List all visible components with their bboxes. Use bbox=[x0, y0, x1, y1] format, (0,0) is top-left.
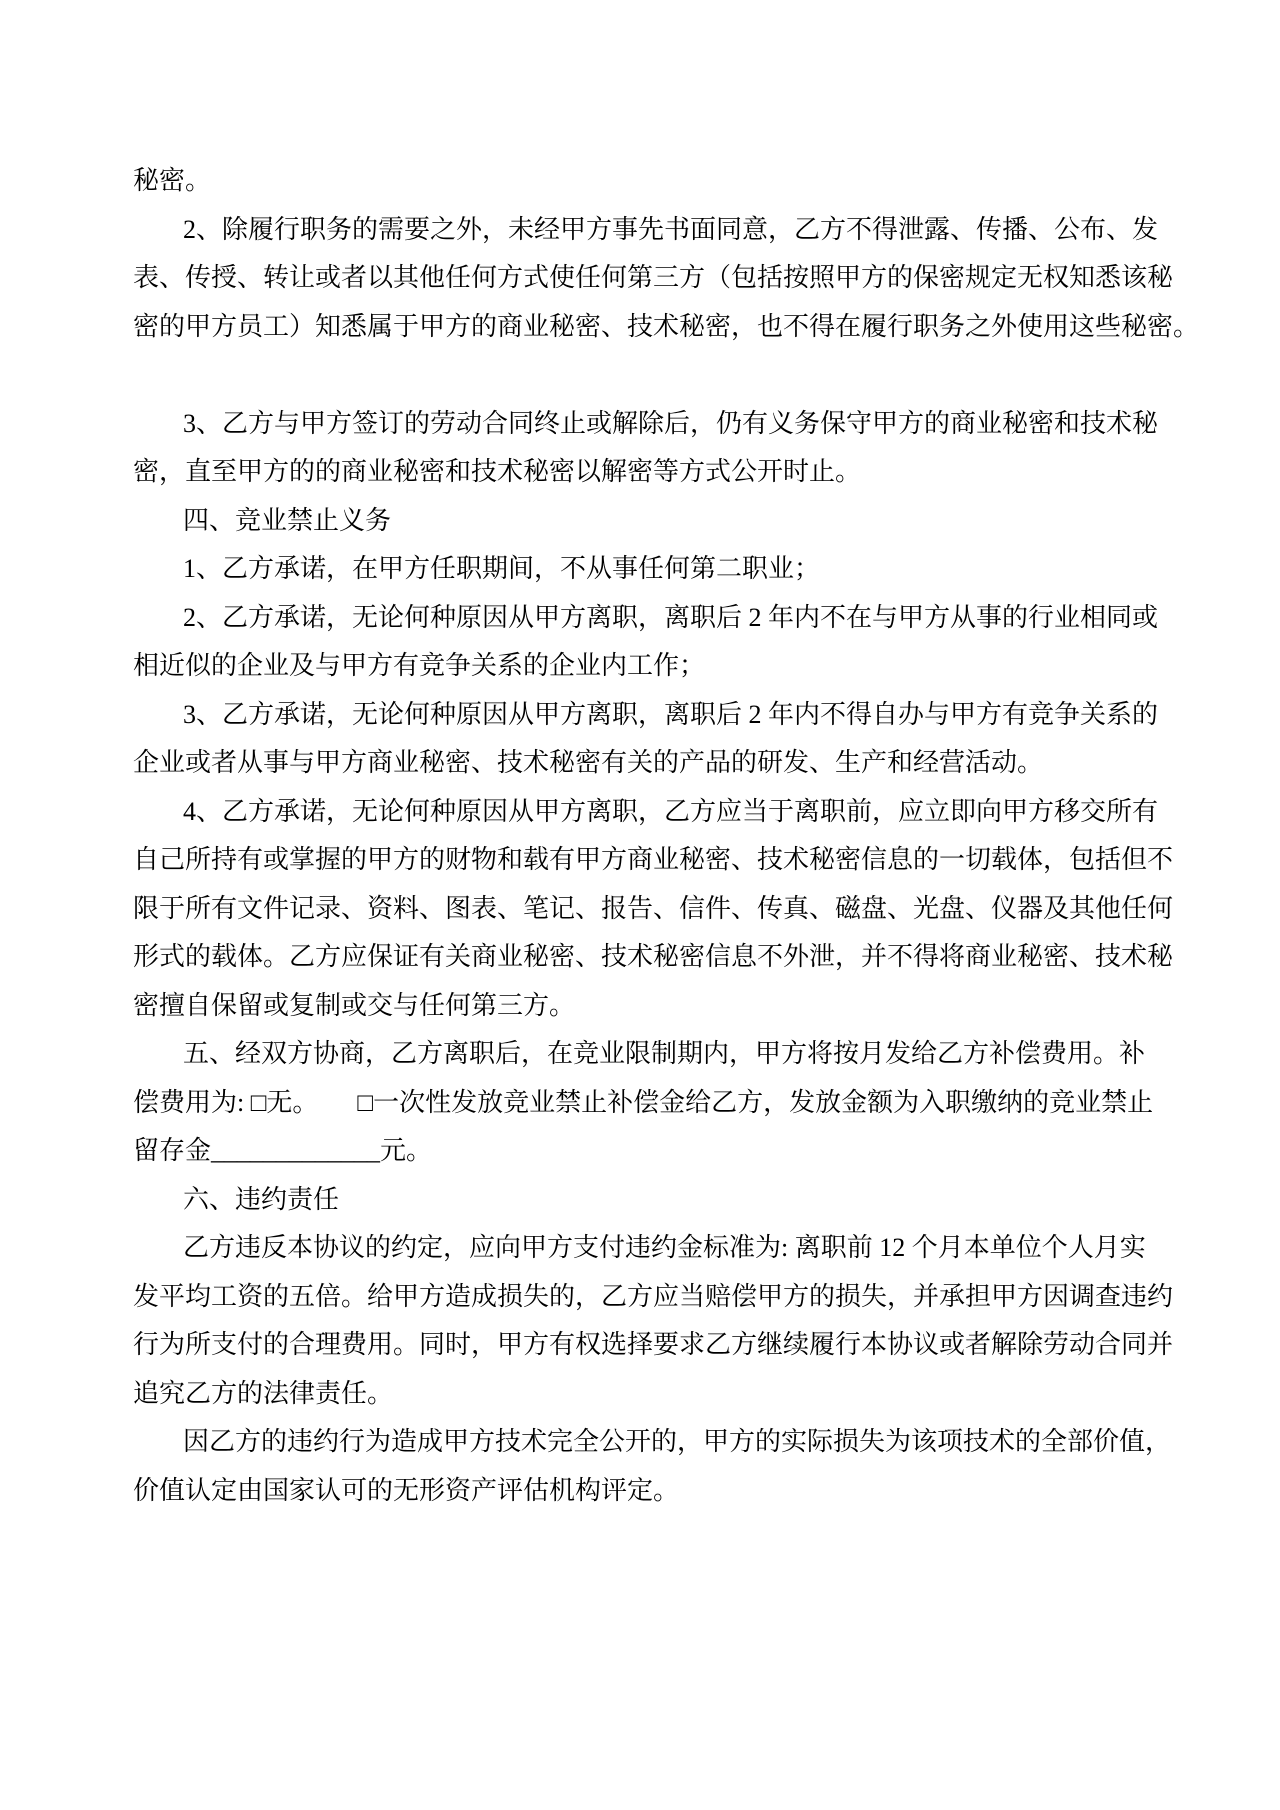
text-line: 密，直至甲方的的商业秘密和技术秘密以解密等方式公开时止。 bbox=[133, 457, 862, 486]
text-line: 形式的载体。乙方应保证有关商业秘密、技术秘密信息不外泄，并不得将商业秘密、技术秘 bbox=[133, 942, 1174, 971]
text-line: 4、乙方承诺，无论何种原因从甲方离职，乙方应当于离职前，应立即向甲方移交所有 bbox=[183, 796, 1159, 826]
text-line: 密的甲方员工）知悉属于甲方的商业秘密、技术秘密，也不得在履行职务之外使用这些秘密。 bbox=[133, 311, 1200, 341]
text-line: 自己所持有或掌握的甲方的财物和载有甲方商业秘密、技术秘密信息的一切载体，包括但不 bbox=[133, 845, 1174, 874]
text-line: 秘密。 bbox=[133, 166, 212, 195]
text-line: 1、乙方承诺，在甲方任职期间，不从事任何第二职业； bbox=[183, 554, 821, 583]
text-line: 乙方违反本协议的约定，应向甲方支付违约金标准为: 离职前 12 个月本单位个人月实 bbox=[183, 1233, 1146, 1262]
text-line: 五、经双方协商，乙方离职后，在竞业限制期内，甲方将按月发给乙方补偿费用。补 bbox=[183, 1039, 1146, 1068]
text-line: 价值认定由国家认可的无形资产评估机构评定。 bbox=[133, 1475, 680, 1505]
text-line: 表、传授、转让或者以其他任何方式使任何第三方（包括按照甲方的保密规定无权知悉该秘 bbox=[133, 263, 1174, 292]
blank-line bbox=[133, 351, 1263, 400]
text-line: 限于所有文件记录、资料、图表、笔记、报告、信件、传真、磁盘、光盘、仪器及其他任何 bbox=[133, 893, 1174, 923]
document-body bbox=[133, 157, 1263, 1515]
text-line: 偿费用为: □无。 □一次性发放竞业禁止补偿金给乙方，发放金额为入职缴纳的竞业禁止 bbox=[133, 1087, 1154, 1117]
text-line: 相近似的企业及与甲方有竞争关系的企业内工作； bbox=[133, 651, 706, 680]
text-line: 因乙方的违约行为造成甲方技术完全公开的，甲方的实际损失为该项技术的全部价值， bbox=[183, 1427, 1172, 1456]
text-line: 留存金_____________元。 bbox=[133, 1136, 433, 1165]
text-line: 四、竞业禁止义务 bbox=[183, 505, 392, 535]
text-line: 2、乙方承诺，无论何种原因从甲方离职，离职后 2 年内不在与甲方从事的行业相同或 bbox=[183, 602, 1159, 632]
text-line: 发平均工资的五倍。给甲方造成损失的，乙方应当赔偿甲方的损失，并承担甲方因调查违约 bbox=[133, 1281, 1174, 1311]
text-line: 3、乙方与甲方签订的劳动合同终止或解除后，仍有义务保守甲方的商业秘密和技术秘 bbox=[183, 408, 1159, 438]
text-line: 3、乙方承诺，无论何种原因从甲方离职，离职后 2 年内不得自办与甲方有竞争关系的 bbox=[183, 699, 1159, 729]
text-line: 行为所支付的合理费用。同时，甲方有权选择要求乙方继续履行本协议或者解除劳动合同并 bbox=[133, 1330, 1174, 1359]
text-line: 企业或者从事与甲方商业秘密、技术秘密有关的产品的研发、生产和经营活动。 bbox=[133, 748, 1044, 777]
text-line: 2、除履行职务的需要之外，未经甲方事先书面同意，乙方不得泄露、传播、公布、发 bbox=[183, 214, 1159, 244]
text-line: 追究乙方的法律责任。 bbox=[133, 1378, 394, 1408]
text-line: 六、违约责任 bbox=[183, 1184, 340, 1214]
text-line: 密擅自保留或复制或交与任何第三方。 bbox=[133, 990, 576, 1020]
